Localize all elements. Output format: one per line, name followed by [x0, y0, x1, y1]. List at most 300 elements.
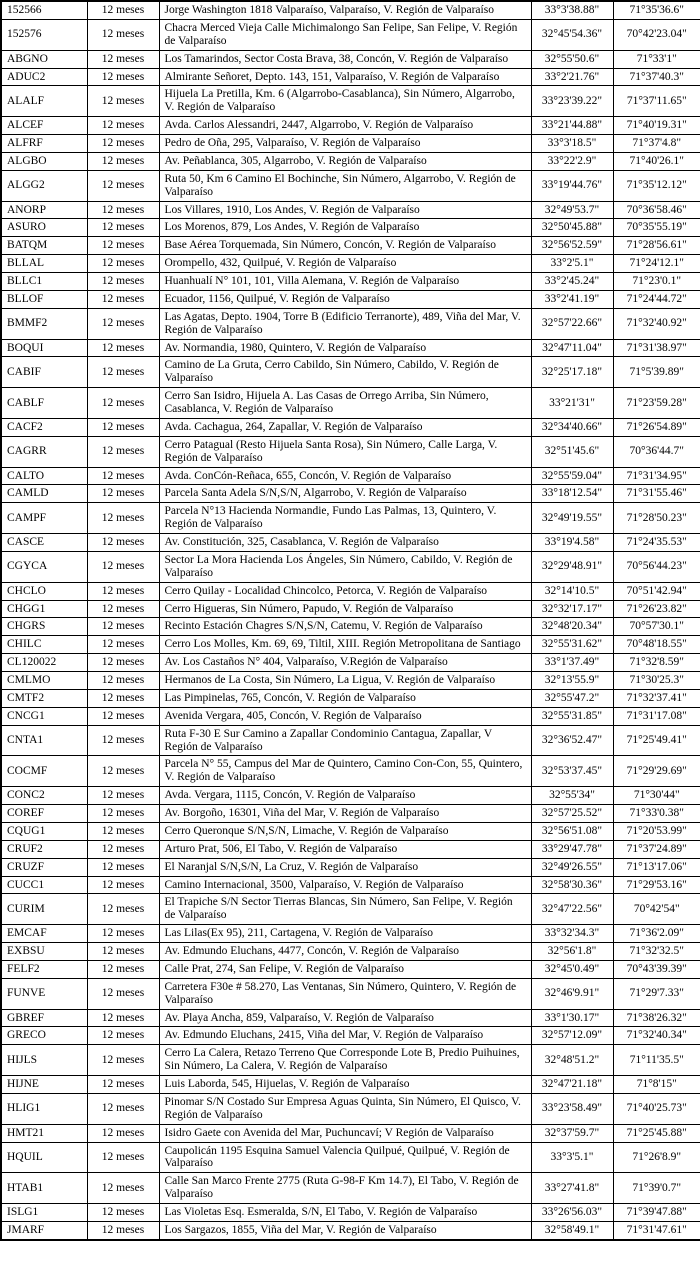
longitude-cell: 71°13'17.06" — [613, 858, 700, 876]
address-cell: Avda. Cachagua, 264, Zapallar, V. Región de Valparaíso — [159, 418, 531, 436]
table-row — [1, 534, 700, 552]
table-row — [1, 925, 700, 943]
latitude-cell: 32°13'55.9" — [531, 672, 613, 690]
period-cell: 12 meses — [87, 1142, 159, 1173]
period-cell: 12 meses — [87, 237, 159, 255]
period-cell: 12 meses — [87, 1204, 159, 1222]
address-cell: Cerro San Isidro, Hijuela A. Las Casas de Orrego Arriba, Sin Número, Casablanca, V. Región de Valparaíso — [159, 388, 531, 419]
address-cell: Av. Playa Ancha, 859, Valparaíso, V. Región de Valparaíso — [159, 1009, 531, 1027]
address-cell: Calle Prat, 274, San Felipe, V. Región de Valparaíso — [159, 960, 531, 978]
station-code-cell: CL120022 — [1, 654, 87, 672]
address-cell: Av. Los Castaños N° 404, Valparaíso, V.Región de Valparaíso — [159, 654, 531, 672]
longitude-cell: 71°33'1" — [613, 50, 700, 68]
table-row — [1, 787, 700, 805]
longitude-cell: 71°20'53.99" — [613, 822, 700, 840]
station-code-cell: HLIG1 — [1, 1093, 87, 1124]
period-cell: 12 meses — [87, 876, 159, 894]
station-code-cell: CABIF — [1, 357, 87, 388]
address-cell: Huanhualí N° 101, 101, Villa Alemana, V. Región de Valparaíso — [159, 273, 531, 291]
address-cell: Ruta F-30 E Sur Camino a Zapallar Condominio Cantagua, Zapallar, V Región de Valparaíso — [159, 725, 531, 756]
address-cell: Recinto Estación Chagres S/N,S/N, Catemu, V. Región de Valparaíso — [159, 618, 531, 636]
latitude-cell: 33°27'41.8" — [531, 1173, 613, 1204]
longitude-cell: 71°32'8.59" — [613, 654, 700, 672]
address-cell: El Trapiche S/N Sector Tierras Blancas, Sin Número, San Felipe, V. Región de Valparaíso — [159, 894, 531, 925]
station-code-cell: CHGG1 — [1, 600, 87, 618]
latitude-cell: 33°22'2.9" — [531, 152, 613, 170]
period-cell: 12 meses — [87, 339, 159, 357]
address-cell: Cerro Higueras, Sin Número, Papudo, V. Región de Valparaíso — [159, 600, 531, 618]
station-code-cell: ANORP — [1, 201, 87, 219]
table-row — [1, 290, 700, 308]
latitude-cell: 32°45'0.49" — [531, 960, 613, 978]
period-cell: 12 meses — [87, 1124, 159, 1142]
longitude-cell: 71°40'19.31" — [613, 117, 700, 135]
latitude-cell: 32°53'37.45" — [531, 756, 613, 787]
longitude-cell: 71°32'32.5" — [613, 943, 700, 961]
address-cell: Avda. Vergara, 1115, Concón, V. Región de Valparaíso — [159, 787, 531, 805]
station-code-cell: CAGRR — [1, 436, 87, 467]
table-row — [1, 1221, 700, 1239]
station-code-cell: ALALF — [1, 86, 87, 117]
longitude-cell: 71°23'0.1" — [613, 273, 700, 291]
period-cell: 12 meses — [87, 925, 159, 943]
table-row — [1, 50, 700, 68]
latitude-cell: 32°51'45.6" — [531, 436, 613, 467]
table-row — [1, 756, 700, 787]
address-cell: Carretera F30e # 58.270, Las Ventanas, Sin Número, Quintero, V. Región de Valparaíso — [159, 978, 531, 1009]
table-row — [1, 1142, 700, 1173]
longitude-cell: 71°37'4.8" — [613, 135, 700, 153]
table-row — [1, 1076, 700, 1094]
station-code-cell: BLLAL — [1, 255, 87, 273]
address-cell: Arturo Prat, 506, El Tabo, V. Región de Valparaíso — [159, 840, 531, 858]
station-code-cell: 152566 — [1, 1, 87, 19]
station-code-cell: HQUIL — [1, 1142, 87, 1173]
period-cell: 12 meses — [87, 1173, 159, 1204]
latitude-cell: 33°2'41.19" — [531, 290, 613, 308]
table-row — [1, 117, 700, 135]
longitude-cell: 71°24'44.72" — [613, 290, 700, 308]
period-cell: 12 meses — [87, 170, 159, 201]
latitude-cell: 33°23'39.22" — [531, 86, 613, 117]
station-code-cell: CRUZF — [1, 858, 87, 876]
address-cell: Cerro Queronque S/N,S/N, Limache, V. Región de Valparaíso — [159, 822, 531, 840]
period-cell: 12 meses — [87, 68, 159, 86]
period-cell: 12 meses — [87, 86, 159, 117]
longitude-cell: 71°26'54.89" — [613, 418, 700, 436]
table-row — [1, 388, 700, 419]
station-code-cell: ALGG2 — [1, 170, 87, 201]
station-code-cell: BMMF2 — [1, 308, 87, 339]
latitude-cell: 32°49'53.7" — [531, 201, 613, 219]
latitude-cell: 32°58'49.1" — [531, 1221, 613, 1239]
longitude-cell: 71°36'2.09" — [613, 925, 700, 943]
period-cell: 12 meses — [87, 943, 159, 961]
station-code-cell: ADUC2 — [1, 68, 87, 86]
longitude-cell: 71°37'11.65" — [613, 86, 700, 117]
longitude-cell: 71°31'17.08" — [613, 707, 700, 725]
station-code-cell: CACF2 — [1, 418, 87, 436]
station-code-cell: CONC2 — [1, 787, 87, 805]
station-code-cell: BATQM — [1, 237, 87, 255]
address-cell: Parcela N° 55, Campus del Mar de Quintero, Camino Con-Con, 55, Quintero, V. Región de Valparaíso — [159, 756, 531, 787]
station-table-body — [1, 1, 700, 1240]
station-code-cell: CALTO — [1, 467, 87, 485]
latitude-cell: 33°29'47.78" — [531, 840, 613, 858]
table-row — [1, 201, 700, 219]
period-cell: 12 meses — [87, 273, 159, 291]
table-row — [1, 237, 700, 255]
address-cell: Las Pimpinelas, 765, Concón, V. Región de Valparaíso — [159, 689, 531, 707]
address-cell: Av. Normandia, 1980, Quintero, V. Región de Valparaíso — [159, 339, 531, 357]
station-code-cell: ASURO — [1, 219, 87, 237]
longitude-cell: 71°40'25.73" — [613, 1093, 700, 1124]
table-row — [1, 19, 700, 50]
longitude-cell: 71°26'8.9" — [613, 1142, 700, 1173]
longitude-cell: 71°30'25.3" — [613, 672, 700, 690]
address-cell: Pedro de Oña, 295, Valparaíso, V. Región de Valparaíso — [159, 135, 531, 153]
period-cell: 12 meses — [87, 1093, 159, 1124]
period-cell: 12 meses — [87, 388, 159, 419]
table-row — [1, 1124, 700, 1142]
longitude-cell: 70°48'18.55" — [613, 636, 700, 654]
station-code-cell: CASCE — [1, 534, 87, 552]
table-row — [1, 600, 700, 618]
latitude-cell: 32°55'31.62" — [531, 636, 613, 654]
address-cell: Las Violetas Esq. Esmeralda, S/N, El Tabo, V. Región de Valparaíso — [159, 1204, 531, 1222]
period-cell: 12 meses — [87, 756, 159, 787]
period-cell: 12 meses — [87, 19, 159, 50]
address-cell: Los Villares, 1910, Los Andes, V. Región de Valparaíso — [159, 201, 531, 219]
address-cell: Avda. ConCón-Reñaca, 655, Concón, V. Región de Valparaíso — [159, 467, 531, 485]
station-code-cell: CRUF2 — [1, 840, 87, 858]
period-cell: 12 meses — [87, 485, 159, 503]
longitude-cell: 71°33'0.38" — [613, 805, 700, 823]
address-cell: Los Tamarindos, Sector Costa Brava, 38, Concón, V. Región de Valparaíso — [159, 50, 531, 68]
latitude-cell: 32°25'17.18" — [531, 357, 613, 388]
longitude-cell: 71°25'45.88" — [613, 1124, 700, 1142]
address-cell: Las Lilas(Ex 95), 211, Cartagena, V. Región de Valparaíso — [159, 925, 531, 943]
latitude-cell: 33°2'45.24" — [531, 273, 613, 291]
latitude-cell: 33°3'18.5" — [531, 135, 613, 153]
latitude-cell: 32°57'12.09" — [531, 1027, 613, 1045]
station-code-cell: GRECO — [1, 1027, 87, 1045]
period-cell: 12 meses — [87, 978, 159, 1009]
table-row — [1, 1093, 700, 1124]
longitude-cell: 70°57'30.1" — [613, 618, 700, 636]
address-cell: Avda. Carlos Alessandri, 2447, Algarrobo, V. Región de Valparaíso — [159, 117, 531, 135]
table-row — [1, 707, 700, 725]
longitude-cell: 71°28'56.61" — [613, 237, 700, 255]
table-row — [1, 636, 700, 654]
station-code-cell: CAMPF — [1, 503, 87, 534]
latitude-cell: 33°19'44.76" — [531, 170, 613, 201]
latitude-cell: 33°21'31" — [531, 388, 613, 419]
station-code-cell: CQUG1 — [1, 822, 87, 840]
address-cell: Base Aérea Torquemada, Sin Número, Concón, V. Región de Valparaíso — [159, 237, 531, 255]
station-code-cell: ALFRF — [1, 135, 87, 153]
period-cell: 12 meses — [87, 689, 159, 707]
address-cell: Av. Constitución, 325, Casablanca, V. Región de Valparaíso — [159, 534, 531, 552]
station-code-cell: HTAB1 — [1, 1173, 87, 1204]
station-code-cell: ALCEF — [1, 117, 87, 135]
period-cell: 12 meses — [87, 135, 159, 153]
address-cell: Ecuador, 1156, Quilpué, V. Región de Valparaíso — [159, 290, 531, 308]
latitude-cell: 32°50'45.88" — [531, 219, 613, 237]
address-cell: Orompello, 432, Quilpué, V. Región de Valparaíso — [159, 255, 531, 273]
station-code-cell: CGYCA — [1, 551, 87, 582]
address-cell: El Naranjal S/N,S/N, La Cruz, V. Región de Valparaíso — [159, 858, 531, 876]
longitude-cell: 71°25'49.41" — [613, 725, 700, 756]
latitude-cell: 33°3'5.1" — [531, 1142, 613, 1173]
latitude-cell: 32°47'21.18" — [531, 1076, 613, 1094]
latitude-cell: 32°47'22.56" — [531, 894, 613, 925]
latitude-cell: 33°2'21.76" — [531, 68, 613, 86]
table-row — [1, 357, 700, 388]
period-cell: 12 meses — [87, 201, 159, 219]
period-cell: 12 meses — [87, 600, 159, 618]
station-code-cell: ISLG1 — [1, 1204, 87, 1222]
station-code-cell: CMTF2 — [1, 689, 87, 707]
station-code-cell: CAMLD — [1, 485, 87, 503]
table-row — [1, 805, 700, 823]
longitude-cell: 71°37'24.89" — [613, 840, 700, 858]
table-row — [1, 1045, 700, 1076]
table-row — [1, 582, 700, 600]
latitude-cell: 32°49'19.55" — [531, 503, 613, 534]
period-cell: 12 meses — [87, 308, 159, 339]
period-cell: 12 meses — [87, 551, 159, 582]
address-cell: Almirante Señoret, Depto. 143, 151, Valparaíso, V. Región de Valparaíso — [159, 68, 531, 86]
period-cell: 12 meses — [87, 725, 159, 756]
period-cell: 12 meses — [87, 534, 159, 552]
latitude-cell: 32°45'54.36" — [531, 19, 613, 50]
longitude-cell: 71°29'53.16" — [613, 876, 700, 894]
station-code-cell: CNTA1 — [1, 725, 87, 756]
longitude-cell: 71°23'59.28" — [613, 388, 700, 419]
station-code-cell: CURIM — [1, 894, 87, 925]
address-cell: Pinomar S/N Costado Sur Empresa Aguas Quinta, Sin Número, El Quisco, V. Región de Valparaíso — [159, 1093, 531, 1124]
period-cell: 12 meses — [87, 1076, 159, 1094]
latitude-cell: 32°55'31.85" — [531, 707, 613, 725]
latitude-cell: 33°1'30.17" — [531, 1009, 613, 1027]
period-cell: 12 meses — [87, 1045, 159, 1076]
station-code-cell: CUCC1 — [1, 876, 87, 894]
table-row — [1, 436, 700, 467]
station-code-cell: HMT21 — [1, 1124, 87, 1142]
longitude-cell: 70°36'58.46" — [613, 201, 700, 219]
station-code-cell: FUNVE — [1, 978, 87, 1009]
station-code-cell: HIJLS — [1, 1045, 87, 1076]
address-cell: Parcela Santa Adela S/N,S/N, Algarrobo, V. Región de Valparaíso — [159, 485, 531, 503]
period-cell: 12 meses — [87, 436, 159, 467]
longitude-cell: 71°26'23.82" — [613, 600, 700, 618]
station-code-cell: BLLOF — [1, 290, 87, 308]
longitude-cell: 71°37'40.3" — [613, 68, 700, 86]
latitude-cell: 32°37'59.7" — [531, 1124, 613, 1142]
table-row — [1, 725, 700, 756]
station-code-cell: COCMF — [1, 756, 87, 787]
period-cell: 12 meses — [87, 50, 159, 68]
address-cell: Jorge Washington 1818 Valparaíso, Valparaíso, V. Región de Valparaíso — [159, 1, 531, 19]
station-code-cell: HIJNE — [1, 1076, 87, 1094]
longitude-cell: 71°39'47.88" — [613, 1204, 700, 1222]
longitude-cell: 71°35'12.12" — [613, 170, 700, 201]
period-cell: 12 meses — [87, 636, 159, 654]
longitude-cell: 71°40'26.1" — [613, 152, 700, 170]
period-cell: 12 meses — [87, 707, 159, 725]
latitude-cell: 33°2'5.1" — [531, 255, 613, 273]
station-code-cell: JMARF — [1, 1221, 87, 1239]
latitude-cell: 33°32'34.3" — [531, 925, 613, 943]
station-code-cell: FELF2 — [1, 960, 87, 978]
period-cell: 12 meses — [87, 840, 159, 858]
address-cell: Hijuela La Pretilla, Km. 6 (Algarrobo-Casablanca), Sin Número, Algarrobo, V. Región de Valparaíso — [159, 86, 531, 117]
period-cell: 12 meses — [87, 582, 159, 600]
address-cell: Av. Edmundo Eluchans, 2415, Viña del Mar, V. Región de Valparaíso — [159, 1027, 531, 1045]
longitude-cell: 71°31'47.61" — [613, 1221, 700, 1239]
latitude-cell: 33°21'44.88" — [531, 117, 613, 135]
longitude-cell: 71°31'34.95" — [613, 467, 700, 485]
table-row — [1, 876, 700, 894]
table-row — [1, 152, 700, 170]
period-cell: 12 meses — [87, 290, 159, 308]
table-row — [1, 255, 700, 273]
address-cell: Cerro La Calera, Retazo Terreno Que Corresponde Lote B, Predio Puihuines, Sin Número, La Calera, V. Región de Valparaíso — [159, 1045, 531, 1076]
table-row — [1, 858, 700, 876]
station-code-cell: BOQUI — [1, 339, 87, 357]
latitude-cell: 33°19'4.58" — [531, 534, 613, 552]
table-row — [1, 503, 700, 534]
table-row — [1, 170, 700, 201]
longitude-cell: 71°32'40.34" — [613, 1027, 700, 1045]
table-row — [1, 308, 700, 339]
latitude-cell: 32°56'51.08" — [531, 822, 613, 840]
station-code-cell: ALGBO — [1, 152, 87, 170]
address-cell: Camino de La Gruta, Cerro Cabildo, Sin Número, Cabildo, V. Región de Valparaíso — [159, 357, 531, 388]
period-cell: 12 meses — [87, 357, 159, 388]
longitude-cell: 71°29'29.69" — [613, 756, 700, 787]
address-cell: Cerro Patagual (Resto Hijuela Santa Rosa), Sin Número, Calle Larga, V. Región de Valparaíso — [159, 436, 531, 467]
table-row — [1, 894, 700, 925]
table-row — [1, 86, 700, 117]
longitude-cell: 71°29'7.33" — [613, 978, 700, 1009]
table-row — [1, 618, 700, 636]
latitude-cell: 33°1'37.49" — [531, 654, 613, 672]
period-cell: 12 meses — [87, 503, 159, 534]
address-cell: Av. Borgoño, 16301, Viña del Mar, V. Región de Valparaíso — [159, 805, 531, 823]
station-code-cell: CNCG1 — [1, 707, 87, 725]
address-cell: Ruta 50, Km 6 Camino El Bochinche, Sin Número, Algarrobo, V. Región de Valparaíso — [159, 170, 531, 201]
longitude-cell: 71°38'26.32" — [613, 1009, 700, 1027]
table-row — [1, 339, 700, 357]
station-code-cell: 152576 — [1, 19, 87, 50]
table-row — [1, 1, 700, 19]
latitude-cell: 32°36'52.47" — [531, 725, 613, 756]
table-row — [1, 654, 700, 672]
longitude-cell: 71°39'0.7" — [613, 1173, 700, 1204]
latitude-cell: 32°14'10.5" — [531, 582, 613, 600]
period-cell: 12 meses — [87, 787, 159, 805]
table-row — [1, 485, 700, 503]
period-cell: 12 meses — [87, 654, 159, 672]
period-cell: 12 meses — [87, 418, 159, 436]
period-cell: 12 meses — [87, 219, 159, 237]
period-cell: 12 meses — [87, 618, 159, 636]
period-cell: 12 meses — [87, 858, 159, 876]
latitude-cell: 33°26'56.03" — [531, 1204, 613, 1222]
table-row — [1, 1027, 700, 1045]
longitude-cell: 70°42'54" — [613, 894, 700, 925]
station-code-cell: ABGNO — [1, 50, 87, 68]
latitude-cell: 32°58'30.36" — [531, 876, 613, 894]
latitude-cell: 32°47'11.04" — [531, 339, 613, 357]
station-code-cell: CHILC — [1, 636, 87, 654]
station-code-cell: CHCLO — [1, 582, 87, 600]
address-cell: Cerro Quilay - Localidad Chincolco, Petorca, V. Región de Valparaíso — [159, 582, 531, 600]
address-cell: Parcela N°13 Hacienda Normandie, Fundo Las Palmas, 13, Quintero, V. Región de Valparaíso — [159, 503, 531, 534]
longitude-cell: 70°42'23.04" — [613, 19, 700, 50]
table-row — [1, 551, 700, 582]
address-cell: Av. Peñablanca, 305, Algarrobo, V. Región de Valparaíso — [159, 152, 531, 170]
period-cell: 12 meses — [87, 1221, 159, 1239]
table-row — [1, 135, 700, 153]
table-row — [1, 219, 700, 237]
address-cell: Hermanos de La Costa, Sin Número, La Ligua, V. Región de Valparaíso — [159, 672, 531, 690]
station-code-cell: BLLC1 — [1, 273, 87, 291]
station-code-cell: GBREF — [1, 1009, 87, 1027]
period-cell: 12 meses — [87, 152, 159, 170]
table-row — [1, 467, 700, 485]
address-cell: Las Agatas, Depto. 1904, Torre B (Edificio Terranorte), 489, Viña del Mar, V. Región de Valparaíso — [159, 308, 531, 339]
period-cell: 12 meses — [87, 467, 159, 485]
table-row — [1, 840, 700, 858]
period-cell: 12 meses — [87, 805, 159, 823]
address-cell: Sector La Mora Hacienda Los Ángeles, Sin Número, Cabildo, V. Región de Valparaíso — [159, 551, 531, 582]
latitude-cell: 32°55'34" — [531, 787, 613, 805]
longitude-cell: 71°5'39.89" — [613, 357, 700, 388]
period-cell: 12 meses — [87, 960, 159, 978]
latitude-cell: 32°57'25.52" — [531, 805, 613, 823]
longitude-cell: 71°31'55.46" — [613, 485, 700, 503]
latitude-cell: 32°32'17.17" — [531, 600, 613, 618]
table-row — [1, 943, 700, 961]
table-row — [1, 1009, 700, 1027]
address-cell: Luis Laborda, 545, Hijuelas, V. Región de Valparaíso — [159, 1076, 531, 1094]
table-row — [1, 273, 700, 291]
longitude-cell: 70°56'44.23" — [613, 551, 700, 582]
station-code-cell: CABLF — [1, 388, 87, 419]
longitude-cell: 70°43'39.39" — [613, 960, 700, 978]
longitude-cell: 70°35'55.19" — [613, 219, 700, 237]
latitude-cell: 32°56'52.59" — [531, 237, 613, 255]
table-row — [1, 689, 700, 707]
period-cell: 12 meses — [87, 894, 159, 925]
latitude-cell: 33°18'12.54" — [531, 485, 613, 503]
longitude-cell: 71°35'36.6" — [613, 1, 700, 19]
address-cell: Isidro Gaete con Avenida del Mar, Puchuncaví; V Región de Valparaíso — [159, 1124, 531, 1142]
latitude-cell: 32°46'9.91" — [531, 978, 613, 1009]
station-code-cell: COREF — [1, 805, 87, 823]
longitude-cell: 71°24'12.1" — [613, 255, 700, 273]
latitude-cell: 32°49'26.55" — [531, 858, 613, 876]
longitude-cell: 71°24'35.53" — [613, 534, 700, 552]
latitude-cell: 32°48'51.2" — [531, 1045, 613, 1076]
latitude-cell: 32°55'50.6" — [531, 50, 613, 68]
period-cell: 12 meses — [87, 822, 159, 840]
longitude-cell: 71°11'35.5" — [613, 1045, 700, 1076]
longitude-cell: 70°36'44.7" — [613, 436, 700, 467]
